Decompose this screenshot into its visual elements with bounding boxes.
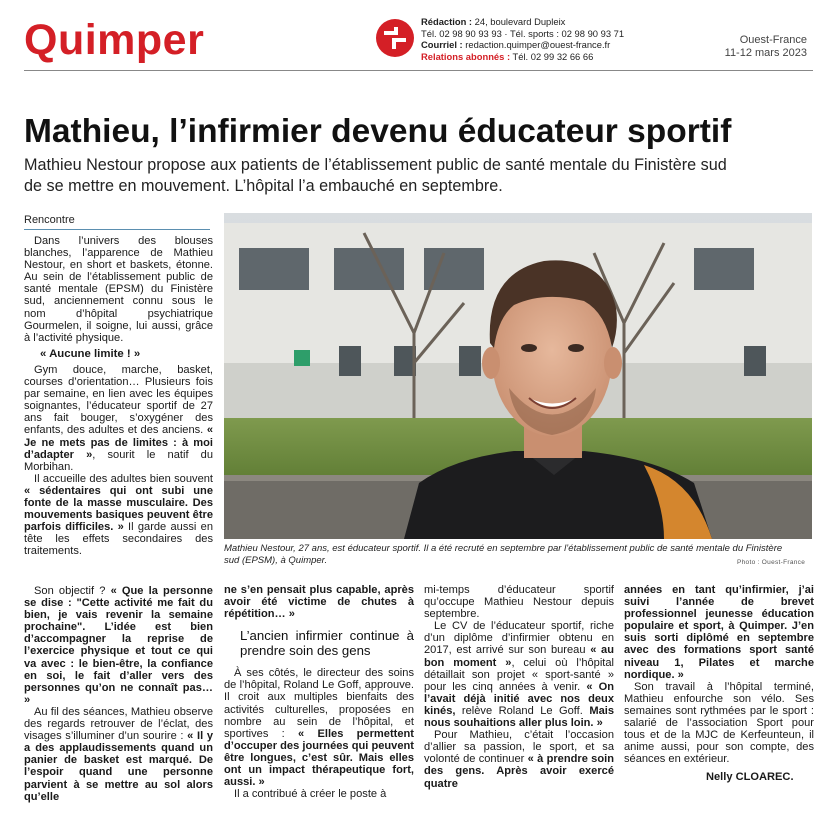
paragraph: Gym douce, marche, basket, courses d’orientation… Plusieurs fois par semaine, en lien avec les équipes soignantes, l’éducateur sportif de 27 ans fait bouger, s’oxygéner des enfants, des adultes et des anciens. « Je ne mets pas de limites : à moi d’adapter », sourit le natif du Morbihan. bbox=[24, 363, 214, 473]
article-column-4 bbox=[624, 584, 814, 765]
paragraph: Son travail à l’hôpital terminé, Mathieu enfourche son vélo. Ses semaines sont rythmées par le sport : salarié de l’association Sport pour tous et de la MJC de Kerfeunteun, il anime aussi, pour son compte, des séances en extérieur. bbox=[624, 680, 814, 766]
newspaper-city-title: Quimper bbox=[24, 16, 205, 64]
intertitle: « Aucune limite ! » bbox=[40, 347, 141, 360]
publication-date: 11-12 mars 2023 bbox=[724, 47, 807, 59]
photo-caption: Mathieu Nestour, 27 ans, est éducateur sportif. Il a été recruté en septembre par l’établissement public de santé mentale du Finistère sud (EPSM), à Quimper. bbox=[224, 543, 783, 566]
intertitle: L’ancien infirmier continue à prendre soin des gens bbox=[240, 628, 414, 658]
article-kicker: Rencontre bbox=[24, 213, 210, 230]
paragraph: Il accueille des adultes bien souvent « sédentaires qui ont subi une fonte de la masse musculaire. Des mouvements basiques peuvent être parfois difficiles. » Il garde aussi en tête les effets secondaires des traitements. bbox=[24, 472, 213, 558]
paragraph: Pour Mathieu, c’était l’occasion d’allier sa passion, le sport, et sa volonté de continuer « à prendre soin des gens. Après avoir exercé quatre bbox=[424, 729, 614, 790]
edition-info bbox=[725, 34, 807, 60]
author-signature: Nelly CLOAREC. bbox=[706, 771, 794, 783]
article-column-1-continued bbox=[24, 585, 213, 803]
paragraph: Le CV de l’éducateur sportif, riche d’un diplôme d’infirmier obtenu en 2017, est arrivé sur son bureau « au bon moment », celui où l’hôpital détaillait son projet « sport-santé » pour les cinq années à venir. « On l’avait déjà initié avec nos deux kinés, relève Roland Le Goff. Mais nous souhaitions aller plus loin. » bbox=[424, 620, 615, 730]
article-column-3 bbox=[424, 584, 614, 790]
article-photo bbox=[224, 213, 812, 539]
paragraph: Dans l’univers des blouses blanches, l’apparence de Mathieu Nestour, en short et baskets, étonne. Au sein de l’établissement public de santé mentale (EPSM) du Finistère sud, anciennement connu sous le nom d’hôpital psychiatrique Gourmelen, il soigne, lui aussi, grâce à l’activité physique. bbox=[24, 235, 213, 344]
newsroom-contact-block: Rédaction : 24, boulevard Dupleix Tél. 02 98 90 93 93 · Tél. sports : 02 98 90 93 71 Courriel : redaction.quimper@ouest-france.fr Relations abonnés : Tél. 02 99 32 66 66 bbox=[421, 16, 625, 62]
photo-credit: Photo : Ouest-France bbox=[737, 559, 806, 566]
paragraph: ne s’en pensait plus capable, après avoir été victime de chutes à répétition… » bbox=[224, 584, 414, 621]
paragraph: À ses côtés, le directeur des soins de l’hôpital, Roland Le Goff, approuve. Il croit aux multiples bienfaits des activités culturelles, proposées en nombre au sein de l’hôpital, et sportives : « Elles permettent d’occuper des journées qui peuvent être longues, c’est sûr. Mais elles ont un impact thérapeutique fort, aussi. » bbox=[224, 667, 414, 789]
paragraph: Il a contribué à créer le poste à bbox=[234, 788, 387, 801]
publication-name: Ouest-France bbox=[739, 34, 807, 46]
article-standfirst: Mathieu Nestour propose aux patients de l’établissement public de santé mentale du Finistère sud de se mettre en mouvement. L’hôpital l’a embauché en septembre. bbox=[24, 156, 727, 195]
ouest-france-logo-icon bbox=[375, 18, 415, 58]
paragraph: mi-temps d’éducateur sportif qu’occupe Mathieu Nestour depuis septembre. bbox=[424, 584, 614, 621]
article-column-1 bbox=[24, 235, 213, 557]
article-headline: Mathieu, l’infirmier devenu éducateur sportif bbox=[24, 113, 732, 150]
paragraph: Au fil des séances, Mathieu observe des regards retrouver de l’éclat, des visages s’illuminer d’un sourire : « Il y a des applaudissements quand un panier de basket est marqué. De l’espoir quand une personne parvient à se mettre au sol alors qu’elle bbox=[24, 705, 213, 803]
paragraph: années en tant qu’infirmier, j’ai suivi l’année de brevet professionnel jeunesse éducation populaire et sport, à Quimper. J’en suis sorti diplômé en septembre avec des formations sport santé niveau 1, Pilates et marche nordique. » bbox=[624, 584, 814, 681]
paragraph: Son objectif ? « Que la personne se dise : "Cette activité me fait du bien, je vais revenir la semaine prochaine". L’idée est bien d’accompagner la reprise de l’exercice physique et tout ce qui va avec : le bien-être, la confiance en soi, le fait d’aller vers des personnes qu’on ne connaît pas… » bbox=[24, 585, 213, 706]
article-column-2 bbox=[224, 584, 414, 800]
header-divider bbox=[24, 70, 813, 71]
